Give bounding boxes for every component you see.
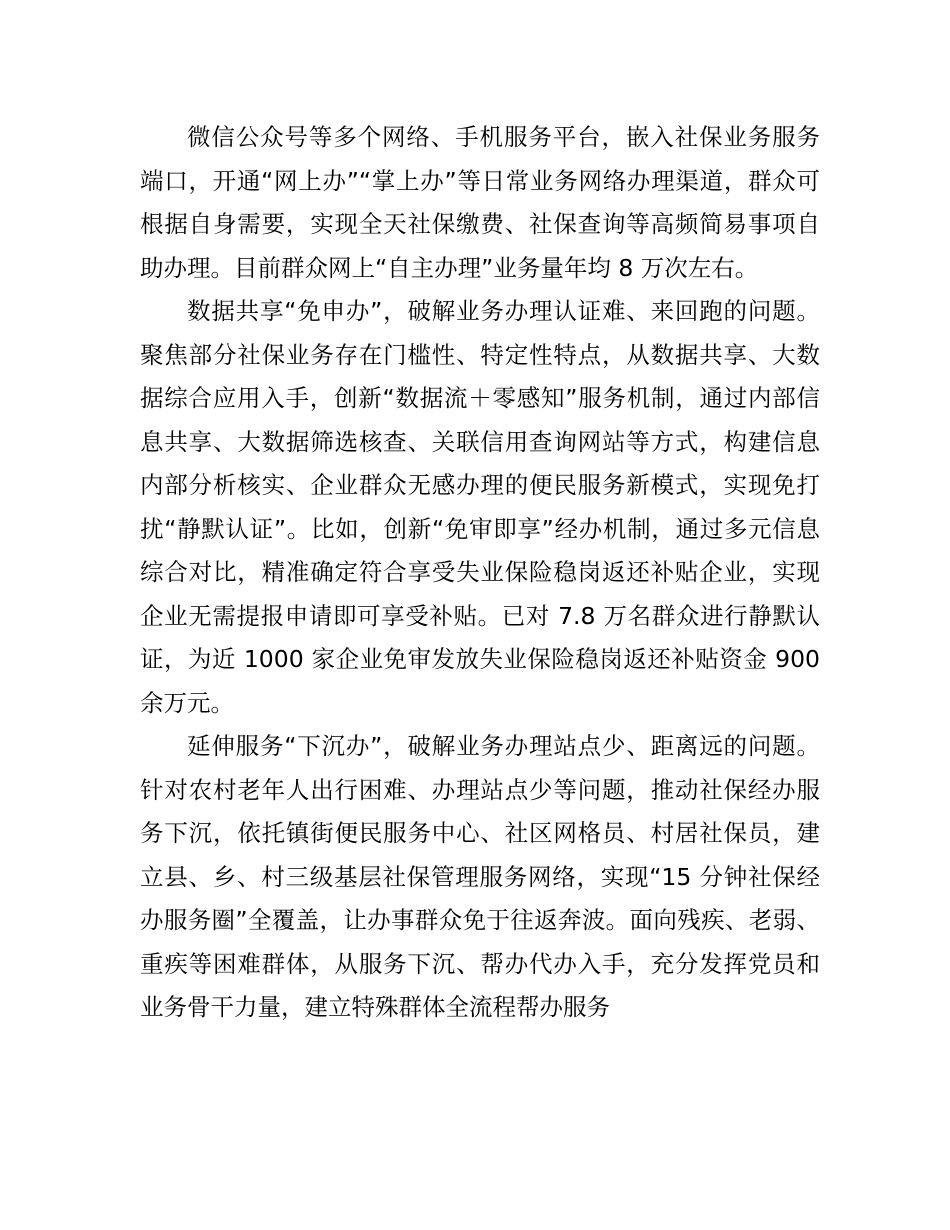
document-body [140, 116, 820, 1030]
paragraph-online-services: 微信公众号等多个网络、手机服务平台，嵌入社保业务服务端口，开通“网上办”“掌上办”等日常业务网络办理渠道，群众可根据自身需要，实现全天社保缴费、社保查询等高频简易事项自助办理。目前群众网上“自主办理”业务量年均 8 万次左右。 [140, 123, 820, 282]
paragraph-extended-services: 延伸服务“下沉办”，破解业务办理站点少、距离远的问题。针对农村老年人出行困难、办理站点少等问题，推动社保经办服务下沉，依托镇街便民服务中心、社区网格员、村居社保员，建立县、乡、村三级基层社保管理服务网络，实现“15 分钟社保经办服务圈”全覆盖，让办事群众免于往返奔波。面向残疾、老弱、重疾等困难群体，从服务下沉、帮办代办入手，充分发挥党员和业务骨干力量，建立特殊群体全流程帮办服务 [140, 732, 820, 1021]
paragraph-data-sharing: 数据共享“免申办”，破解业务办理认证难、来回跑的问题。聚焦部分社保业务存在门槛性、特定性特点，从数据共享、大数据综合应用入手，创新“数据流＋零感知”服务机制，通过内部信息共享、大数据筛选核查、关联信用查询网站等方式，构建信息内部分析核实、企业群众无感办理的便民服务新模式，实现免打扰“静默认证”。比如，创新“免审即享”经办机制，通过多元信息综合对比，精准确定符合享受失业保险稳岗返还补贴企业，实现企业无需提报申请即可享受补贴。已对 7.8 万名群众进行静默认证，为近 1000 家企业免审发放失业保险稳岗返还补贴资金 900 余万元。 [140, 297, 820, 717]
